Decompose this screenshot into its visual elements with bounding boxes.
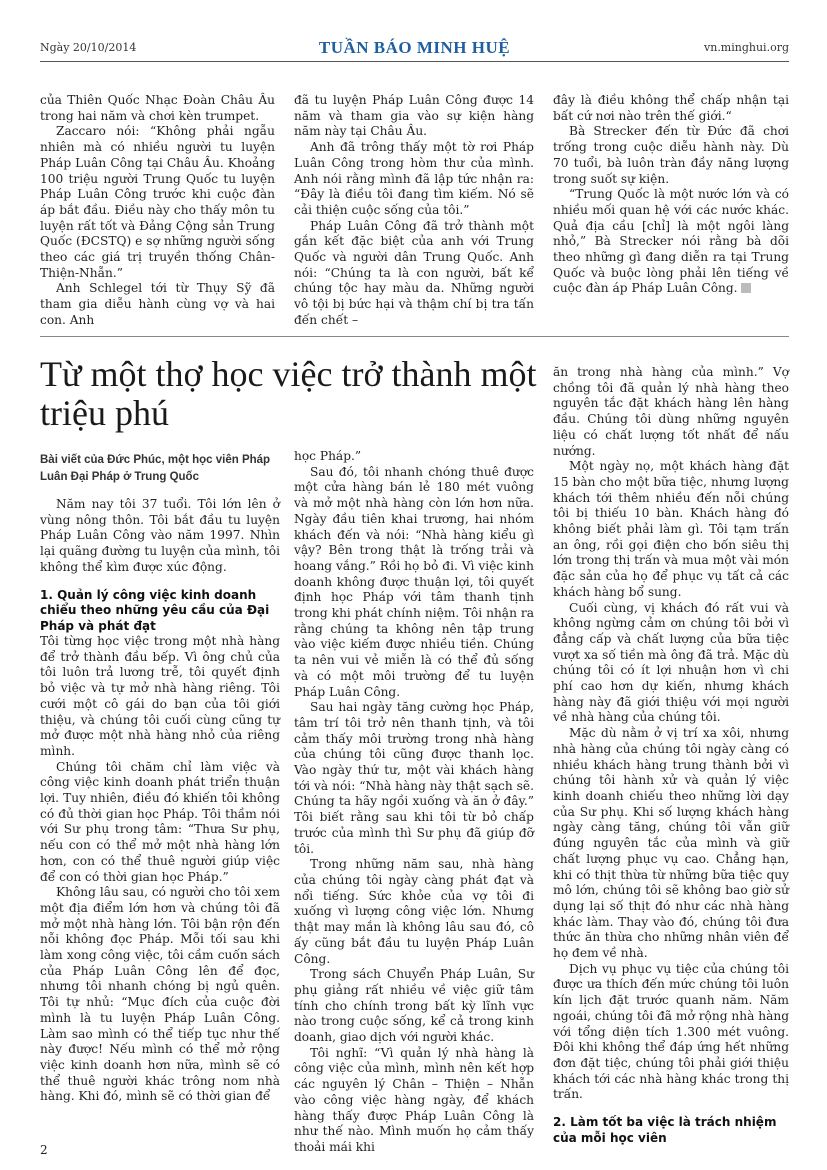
paragraph: học Pháp.” bbox=[294, 449, 362, 463]
paragraph: Pháp Luân Công đã trở thành một gắn kết đặc biệt của anh với Trung Quốc và người dân Trung Quốc. Anh nói: “Chúng ta là con người, bất kể chúng tộc hay màu da. Những người vô tội bị bức hại và thậm chí bị tra tấn đến chết – bbox=[294, 218, 534, 327]
article-column-1 bbox=[40, 497, 280, 1105]
top-article-column-1 bbox=[40, 93, 275, 329]
paragraph: Anh đã trông thấy một tờ rơi Pháp Luân Công trong hòm thư của mình. Anh nói rằng mình đã lập tức nhận ra: “Đây là điều tôi đang tìm kiếm. Nó sẽ cải thiện cuộc sống của tôi.” bbox=[294, 140, 534, 217]
paragraph: Một ngày nọ, một khách hàng đặt 15 bàn cho một bữa tiệc, nhưng lượng khách tới thêm nhiều đến nỗi chúng tôi bị thiếu 10 bàn. Khách hàng đó không biết phải làm gì. Tôi tạm trấn an ông, rồi gọi điện cho bốn siêu thị lớn trong thị trấn và mua một vài món đặc sản của họ để phục vụ tất cả các khách hàng bổ sung. bbox=[553, 459, 789, 599]
newspaper-title: TUẦN BÁO MINH HUỆ bbox=[318, 38, 511, 57]
paragraph: Trong sách Chuyển Pháp Luân, Sư phụ giảng rất nhiều về việc giữ tâm tính cho chính trong bất kỳ lĩnh vực nào trong cuộc sống, kể cả trong kinh doanh, giao dịch với người khác. bbox=[294, 967, 534, 1045]
paragraph bbox=[553, 187, 789, 297]
paragraph: Cuối cùng, vị khách đó rất vui và không ngừng cảm ơn chúng tôi bởi vì đẳng cấp và chất lượng của bữa tiệc vượt xa số tiền mà ông đã trả. Mặc dù chúng tôi có ít lợi nhuận hơn vì chi phí cao hơn dự kiến, nhưng khách hàng này đã giới thiệu với mọi người về nhà hàng của chúng tôi. bbox=[553, 600, 789, 725]
paragraph: Zaccaro nói: “Không phải ngẫu nhiên mà có nhiều người tu luyện Pháp Luân Công tại Châu Âu. Khoảng 100 triệu người Trung Quốc tu luyện Pháp Luân Công trước khi cuộc đàn áp bắt đầu. Điều này cho thấy môn tu luyện rất tốt và Đảng Cộng sản Trung Quốc (ĐCSTQ) e sợ những người sống theo các giá trị truyền thống Chân-Thiện-Nhẫn.” bbox=[40, 124, 275, 280]
paragraph: Năm nay tôi 37 tuổi. Tôi lớn lên ở vùng nông thôn. Tôi bắt đầu tu luyện Pháp Luân Công vào năm 1997. Nhìn lại quãng đường tu luyện của mình, tôi không thể kìm được xúc động. bbox=[40, 497, 280, 574]
website-link[interactable]: vn.minghui.org bbox=[704, 41, 789, 54]
section-heading: 2. Làm tốt ba việc là trách nhiệm của mỗi học viên bbox=[553, 1115, 777, 1145]
paragraph: Bà Strecker đến từ Đức đã chơi trống trong cuộc diễu hành này. Dù 70 tuổi, bà luôn tràn đầy năng lượng trong suốt sự kiện. bbox=[553, 124, 789, 186]
paragraph: Dịch vụ phục vụ tiệc của chúng tôi được ưa thích đến mức chúng tôi luôn kín lịch đặt trước quanh năm. Năm ngoái, chúng tôi đã mở rộng nhà hàng với tổng diện tích 1.300 mét vuông. Đôi khi không thể đáp ứng hết những đơn đặt tiệc, chúng tôi phải giới thiệu khách tới các nhà hàng khác trong thị trấn. bbox=[553, 961, 789, 1102]
page-number: 2 bbox=[40, 1143, 48, 1157]
paragraph: Tôi từng học việc trong một nhà hàng để trở thành đầu bếp. Vì ông chủ của tôi luôn trả lương trễ, tôi quyết định bỏ việc và tự mở nhà hàng riêng. Tôi cưới một cô gái do bạn của tôi giới thiệu, và chúng tôi cuối cùng cũng tự mở được một nhà hàng nhỏ của riêng mình. bbox=[40, 634, 280, 758]
article-column-3 bbox=[553, 365, 789, 1146]
paragraph: Anh Schlegel tới từ Thụy Sỹ đã tham gia diễu hành cùng vợ và hai con. Anh bbox=[40, 281, 275, 327]
top-article-column-3 bbox=[553, 93, 789, 297]
issue-date: Ngày 20/10/2014 bbox=[40, 41, 137, 54]
article-byline: Bài viết của Đức Phúc, một học viên Pháp Luân Đại Pháp ở Trung Quốc bbox=[40, 454, 271, 483]
paragraph: của Thiên Quốc Nhạc Đoàn Châu Âu trong hai năm và chơi kèn trumpet. bbox=[40, 93, 275, 123]
section-heading: 1. Quản lý công việc kinh doanh chiểu theo những yêu cầu của Đại Pháp và phát đạt bbox=[40, 587, 270, 633]
paragraph: Sau hai ngày tăng cường học Pháp, tâm trí tôi trở nên thanh tịnh, và tôi cảm thấy môi trường trong nhà hàng của chúng tôi cũng được thanh lọc. Vào ngày thứ tư, một vài khách hàng tới và nói: “Nhà hàng này thật sạch sẽ. Chúng ta hãy ngồi xuống và ăn ở đây.” Tôi biết rằng sau khi tôi từ bỏ chấp trước của mình thì Sư phụ đã giúp đỡ tôi. bbox=[294, 700, 534, 856]
article-title: Từ một thợ học việc trở thành một triệu phú bbox=[40, 354, 537, 433]
article-divider bbox=[40, 336, 789, 337]
paragraph: Không lâu sau, có người cho tôi xem một địa điểm lớn hơn và chúng tôi đã mở một nhà hàng lớn. Tôi bận rộn đến nỗi không đọc Pháp. Mỗi tối sau khi làm xong công việc, tôi cầm cuốn sách của Pháp Luân Công lên để đọc, nhưng tôi nhanh chóng bị ngủ quên. Tôi tự nhủ: “Mục đích của cuộc đời mình là tu luyện Pháp Luân Công. Làm sao mình có thể tiếp tục như thế này được! Nếu mình có thể mở rộng việc kinh doanh hơn nữa, mình sẽ có thể thuê người khác trông nom nhà hàng. Khi đó, mình sẽ có thời gian để bbox=[40, 885, 281, 1104]
paragraph-text: “Trung Quốc là một nước lớn và có nhiều mối quan hệ với các nước khác. Quả địa cầu [chỉ] là một ngôi làng nhỏ,” Bà Strecker nói rằng bà dõi theo những gì đang diễn ra tại Trung Quốc và buộc lòng phải lên tiếng về cuộc đàn áp Pháp Luân Công. bbox=[553, 187, 789, 296]
paragraph: Tôi nghĩ: “Vì quản lý nhà hàng là công việc của mình, mình nên kết hợp các nguyên lý Chân – Thiện – Nhẫn vào công việc hàng ngày, để khách hàng thấy được Pháp Luân Công là như thế nào. Mình muốn họ cảm thấy thoải mái khi bbox=[294, 1045, 534, 1154]
paragraph: Sau đó, tôi nhanh chóng thuê được một cửa hàng bán lẻ 180 mét vuông và mở một nhà hàng còn lớn hơn nữa. Ngày đầu tiên khai trương, hai nhóm khách đến và nói: “Nhà hàng kiểu gì vậy? Bên trong thật là trống trải và hoang vắng.” Rồi họ bỏ đi. Vì việc kinh doanh không được thuận lợi, tôi quyết định học Pháp với tâm thanh tịnh trong khi phát chính niệm. Tôi nhận ra rằng chúng ta không nên tập trung vào việc kiếm được nhiều tiền. Chúng ta nên vui vẻ miễn là có thể đủ sống và có một môi trường để tu luyện Pháp Luân Công. bbox=[294, 464, 534, 699]
end-of-article-mark bbox=[741, 283, 751, 293]
top-article-column-2 bbox=[294, 93, 534, 329]
page-header bbox=[40, 38, 789, 58]
paragraph: đây là điều không thể chấp nhận tại bất cứ nơi nào trên thế giới.“ bbox=[553, 93, 789, 123]
article-column-2 bbox=[294, 449, 534, 1156]
header-divider bbox=[40, 61, 789, 62]
paragraph: Trong những năm sau, nhà hàng của chúng tôi ngày càng phát đạt và nổi tiếng. Sức khỏe của vợ tôi đi xuống vì lượng công việc lớn. Nhưng thật may mắn là không lâu sau đó, cô ấy cũng bắt đầu tu luyện Pháp Luân Công. bbox=[294, 857, 534, 966]
paragraph: Mặc dù nằm ở vị trí xa xôi, nhưng nhà hàng của chúng tôi ngày càng có nhiều khách hàng trung thành bởi vì chúng tôi hành xử và quản lý việc kinh doanh chiếu theo những lời dạy của Sư phụ. Khi số lượng khách hàng ngày càng tăng, chúng tôi vẫn giữ đúng nguyên tắc của mình và giữ chất lượng phục vụ cao. Chẳng hạn, khi có thịt thừa từ những bữa tiệc quy mô lớn, chúng tôi sẽ không bao giờ sử dụng lại số thịt đó như các nhà hàng khác làm. Thay vào đó, chúng tôi đưa thức ăn thừa cho những nhân viên để họ đem về nhà. bbox=[553, 726, 789, 961]
paragraph: ăn trong nhà hàng của mình.” Vợ chồng tôi đã quản lý nhà hàng theo nguyên tắc đặt khách hàng lên hàng đầu. Chúng tôi dùng những nguyên liệu có chất lượng tốt nhất để nấu nướng. bbox=[553, 365, 789, 458]
paragraph: Chúng tôi chăm chỉ làm việc và công việc kinh doanh phát triển thuận lợi. Tuy nhiên, điều đó khiến tôi không có đủ thời gian học Pháp. Tôi thầm nói với Sư phụ trong tâm: “Thưa Sư phụ, nếu con có thể mở một nhà hàng lớn hơn, con có thể thuê người giúp việc để con có thời gian học Pháp.” bbox=[40, 759, 280, 884]
paragraph: đã tu luyện Pháp Luân Công được 14 năm và tham gia vào sự kiện hàng năm này tại Châu Âu. bbox=[294, 93, 534, 139]
